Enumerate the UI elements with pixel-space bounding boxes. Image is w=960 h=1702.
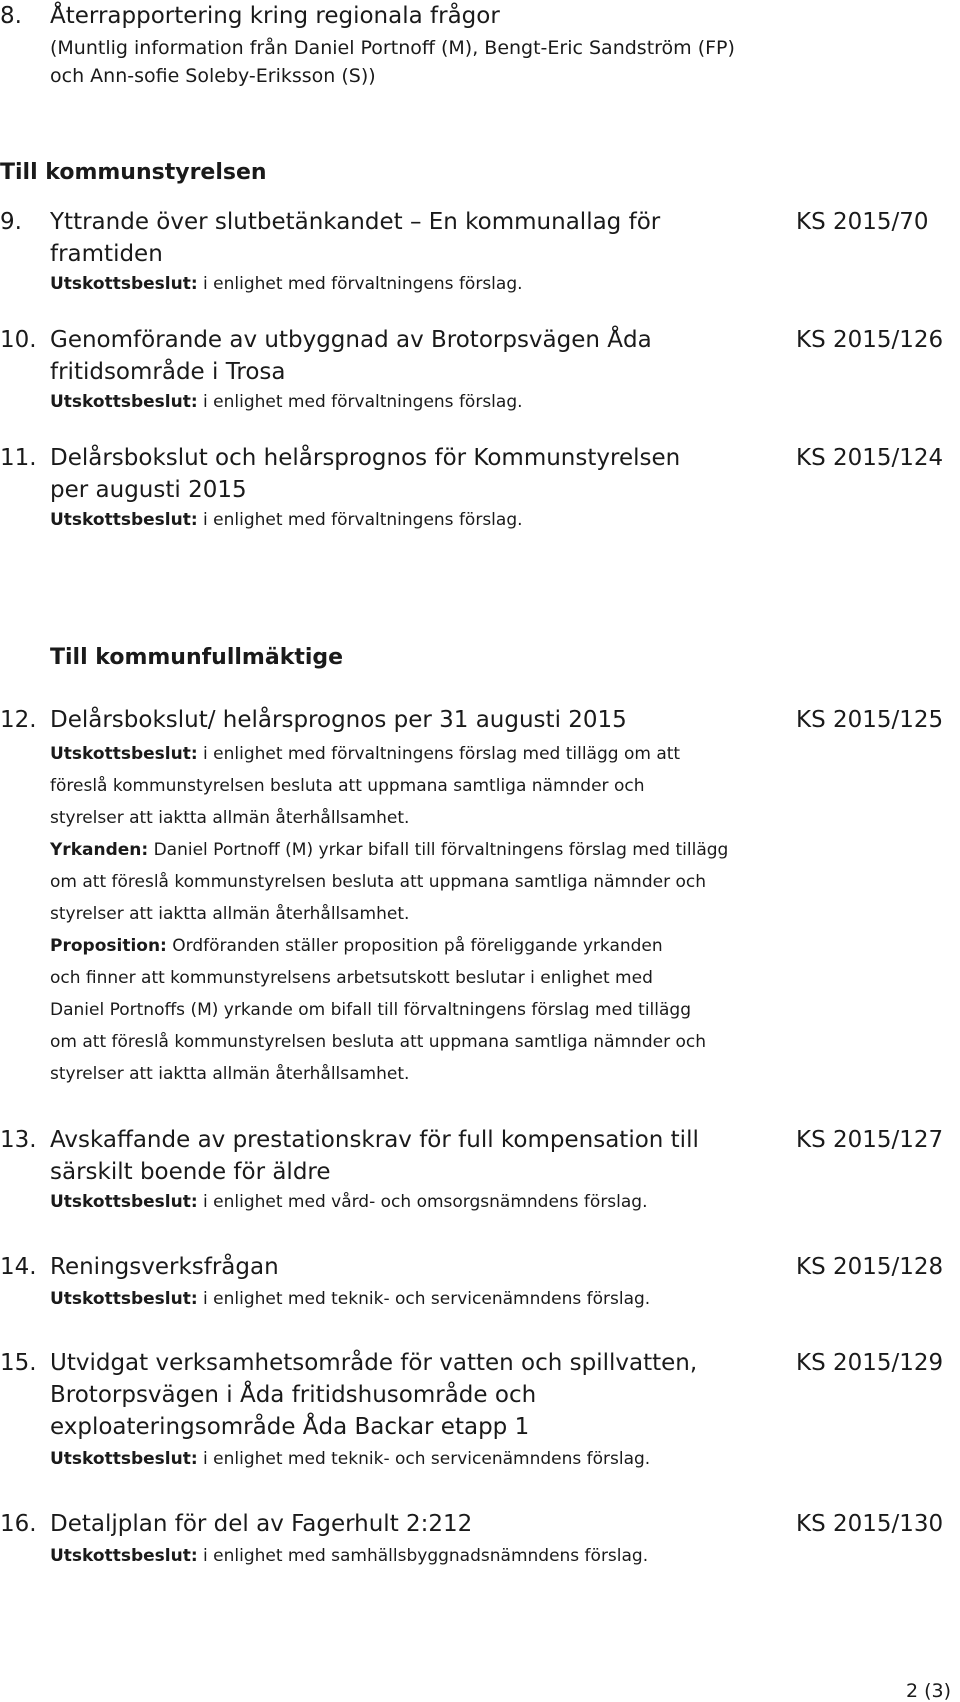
motion-text: Daniel Portnoff (M) yrkar bifall till förvaltningens förslag med tillägg — [148, 840, 729, 860]
item-10-reference: KS 2015/126 — [796, 327, 944, 353]
item-14-title: Reningsverksfrågan — [50, 1254, 279, 1280]
item-15-title-line: exploateringsområde Åda Backar etapp 1 — [50, 1414, 530, 1440]
item-8-subtitle-line: (Muntlig information från Daniel Portnoff (M), Bengt-Eric Sandström (FP) — [50, 37, 735, 59]
item-12-details — [50, 738, 728, 1090]
decision-text: i enlighet med förvaltningens förslag. — [197, 510, 523, 530]
item-15-title-line: Brotorpsvägen i Åda fritidshusområde och — [50, 1382, 537, 1408]
decision-text: i enlighet med samhällsbyggnadsnämndens förslag. — [197, 1546, 649, 1566]
proposition-text: Ordföranden ställer proposition på föreliggande yrkanden — [166, 936, 663, 956]
decision-label: Utskottsbeslut: — [50, 1449, 198, 1469]
item-10-number: 10. — [0, 327, 37, 353]
item-11-decision — [50, 504, 523, 536]
decision-text: i enlighet med teknik- och servicenämndens förslag. — [197, 1289, 651, 1309]
item-8-title: Återrapportering kring regionala frågor — [50, 3, 500, 29]
item-14-decision — [50, 1283, 650, 1315]
proposition-text: Daniel Portnoffs (M) yrkande om bifall till förvaltningens förslag med tillägg — [50, 1000, 692, 1020]
decision-label: Utskottsbeslut: — [50, 744, 198, 764]
item-9-title-line: framtiden — [50, 241, 163, 267]
item-13-number: 13. — [0, 1127, 37, 1153]
item-10-title-line: fritidsområde i Trosa — [50, 359, 286, 385]
item-13-title-line: Avskaffande av prestationskrav för full kompensation till — [50, 1127, 699, 1153]
page-number: 2 (3) — [906, 1680, 952, 1702]
motion-label: Yrkanden: — [50, 840, 149, 860]
proposition-text: om att föreslå kommunstyrelsen besluta att uppmana samtliga nämnder och — [50, 1032, 706, 1052]
decision-text: föreslå kommunstyrelsen besluta att uppmana samtliga nämnder och — [50, 776, 645, 796]
decision-text: i enlighet med förvaltningens förslag. — [197, 392, 523, 412]
item-11-title-line: Delårsbokslut och helårsprognos för Kommunstyrelsen — [50, 445, 681, 471]
proposition-text: och finner att kommunstyrelsens arbetsutskott beslutar i enlighet med — [50, 968, 653, 988]
section-heading-kommunstyrelsen: Till kommunstyrelsen — [0, 160, 267, 185]
item-16-number: 16. — [0, 1511, 37, 1537]
decision-text: i enlighet med teknik- och servicenämndens förslag. — [197, 1449, 651, 1469]
item-15-number: 15. — [0, 1350, 37, 1376]
item-14-number: 14. — [0, 1254, 37, 1280]
decision-label: Utskottsbeslut: — [50, 392, 198, 412]
item-9-decision — [50, 268, 523, 300]
item-9-title-line: Yttrande över slutbetänkandet – En kommunallag för — [50, 209, 661, 235]
item-11-title — [50, 442, 680, 506]
section-heading-kommunfullmaktige: Till kommunfullmäktige — [50, 645, 344, 670]
item-13-title-line: särskilt boende för äldre — [50, 1159, 331, 1185]
item-9-number: 9. — [0, 209, 22, 235]
item-9-reference: KS 2015/70 — [796, 209, 929, 235]
decision-label: Utskottsbeslut: — [50, 510, 198, 530]
motion-text: om att föreslå kommunstyrelsen besluta att uppmana samtliga nämnder och — [50, 872, 706, 892]
item-11-number: 11. — [0, 445, 37, 471]
item-12-number: 12. — [0, 707, 37, 733]
decision-label: Utskottsbeslut: — [50, 274, 198, 294]
decision-text: i enlighet med förvaltningens förslag. — [197, 274, 523, 294]
decision-label: Utskottsbeslut: — [50, 1546, 198, 1566]
item-15-title — [50, 1347, 697, 1443]
decision-text: styrelser att iaktta allmän återhållsamhet. — [50, 808, 410, 828]
proposition-text: styrelser att iaktta allmän återhållsamhet. — [50, 1064, 410, 1084]
item-13-reference: KS 2015/127 — [796, 1127, 944, 1153]
item-10-decision — [50, 386, 523, 418]
item-11-reference: KS 2015/124 — [796, 445, 944, 471]
item-8-number: 8. — [0, 3, 22, 29]
item-15-decision — [50, 1443, 650, 1475]
item-14-reference: KS 2015/128 — [796, 1254, 944, 1280]
item-12-reference: KS 2015/125 — [796, 707, 944, 733]
decision-label: Utskottsbeslut: — [50, 1192, 198, 1212]
item-11-title-line: per augusti 2015 — [50, 477, 247, 503]
item-8-subtitle — [50, 34, 735, 90]
decision-text: i enlighet med förvaltningens förslag med tillägg om att — [197, 744, 681, 764]
decision-label: Utskottsbeslut: — [50, 1289, 198, 1309]
item-15-reference: KS 2015/129 — [796, 1350, 944, 1376]
item-9-title — [50, 206, 660, 270]
item-8-subtitle-line: och Ann-sofie Soleby-Eriksson (S)) — [50, 65, 376, 87]
item-10-title-line: Genomförande av utbyggnad av Brotorpsvägen Åda — [50, 327, 652, 353]
item-16-title: Detaljplan för del av Fagerhult 2:212 — [50, 1511, 473, 1537]
decision-text: i enlighet med vård- och omsorgsnämndens förslag. — [197, 1192, 648, 1212]
item-13-title — [50, 1124, 699, 1188]
item-16-reference: KS 2015/130 — [796, 1511, 944, 1537]
proposition-label: Proposition: — [50, 936, 167, 956]
motion-text: styrelser att iaktta allmän återhållsamhet. — [50, 904, 410, 924]
item-16-decision — [50, 1540, 648, 1572]
item-12-title: Delårsbokslut/ helårsprognos per 31 augusti 2015 — [50, 707, 627, 733]
item-15-title-line: Utvidgat verksamhetsområde för vatten och spillvatten, — [50, 1350, 698, 1376]
item-10-title — [50, 324, 652, 388]
item-13-decision — [50, 1186, 648, 1218]
